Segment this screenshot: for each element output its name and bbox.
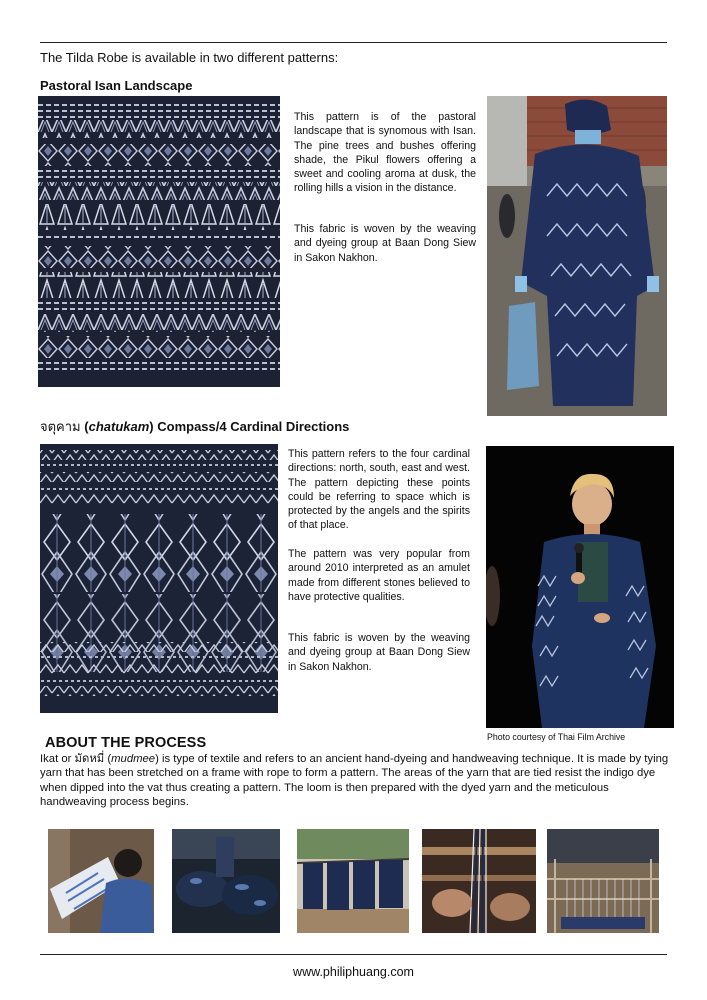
process-text-thai: มัดหมี่ — [74, 752, 105, 765]
section2-title-italic: chatukam — [88, 419, 150, 434]
compass-fabric-image — [40, 444, 278, 713]
footer-website[interactable]: www.philiphuang.com — [293, 965, 414, 979]
section1-paragraph-2: This fabric is woven by the weaving and dyeing group at Baan Dong Siew in Sakon Nakhon. — [294, 223, 476, 264]
section2-paragraph-1: This pattern refers to the four cardinal directions: north, south, east and west. The pattern depicting these points could be referring to space which is protected by the angels and the spirits of that place. — [288, 448, 470, 532]
section2-title-thai: จตุคาม — [40, 420, 81, 435]
section2-title-open: ( — [84, 419, 89, 434]
pastoral-fabric-image — [38, 96, 280, 387]
process-paragraph — [40, 752, 670, 809]
process-text-italic: mudmee — [111, 753, 156, 765]
process-photo-dyeing-vat — [172, 829, 280, 933]
speaker-robe-photo — [486, 446, 674, 728]
process-photo-drying-yarn — [297, 829, 409, 933]
robe-walking-photo — [487, 96, 667, 416]
bottom-rule — [40, 954, 667, 955]
process-photo-tying-yarn — [48, 829, 154, 933]
top-rule — [40, 42, 667, 43]
section1-title: Pastoral Isan Landscape — [40, 78, 193, 93]
section2-paragraph-3: This fabric is woven by the weaving and dyeing group at Baan Dong Siew in Sakon Nakhon. — [288, 632, 470, 673]
process-text-b: ( — [104, 753, 112, 765]
intro-text: The Tilda Robe is available in two different patterns: — [40, 50, 339, 65]
process-photo-loom — [547, 829, 659, 933]
process-photo-handweaving — [422, 829, 536, 933]
process-heading: ABOUT THE PROCESS — [45, 735, 207, 751]
section2-title-rest: ) Compass/4 Cardinal Directions — [149, 419, 350, 434]
process-text-a: Ikat or — [40, 753, 75, 765]
photo-caption: Photo courtesy of Thai Film Archive — [487, 732, 626, 742]
section2-paragraph-2: The pattern was very popular from around 2010 interpreted as an amulet made from different stones believed to have protective qualities. — [288, 548, 470, 603]
section2-title — [40, 416, 349, 437]
process-text-c: ) is type of textile and refers to an ancient hand-dyeing and handweaving technique. It is made by tying yarn that has been stretched on a frame with rope to form a pattern. The areas of the yarn that are tied resist the indigo dye when dipped into the vat thus creating a pattern. The loom is then prepared with the dyed yarn and the meticulous handweaving process begins. — [40, 753, 669, 808]
section1-paragraph-1: This pattern is of the pastoral landscape that is synomous with Isan. The pine trees and bushes offering shade, the Pikul flowers offering a sweet and cooling aroma at dusk, the rolling hills a vision in the distance. — [294, 111, 476, 195]
